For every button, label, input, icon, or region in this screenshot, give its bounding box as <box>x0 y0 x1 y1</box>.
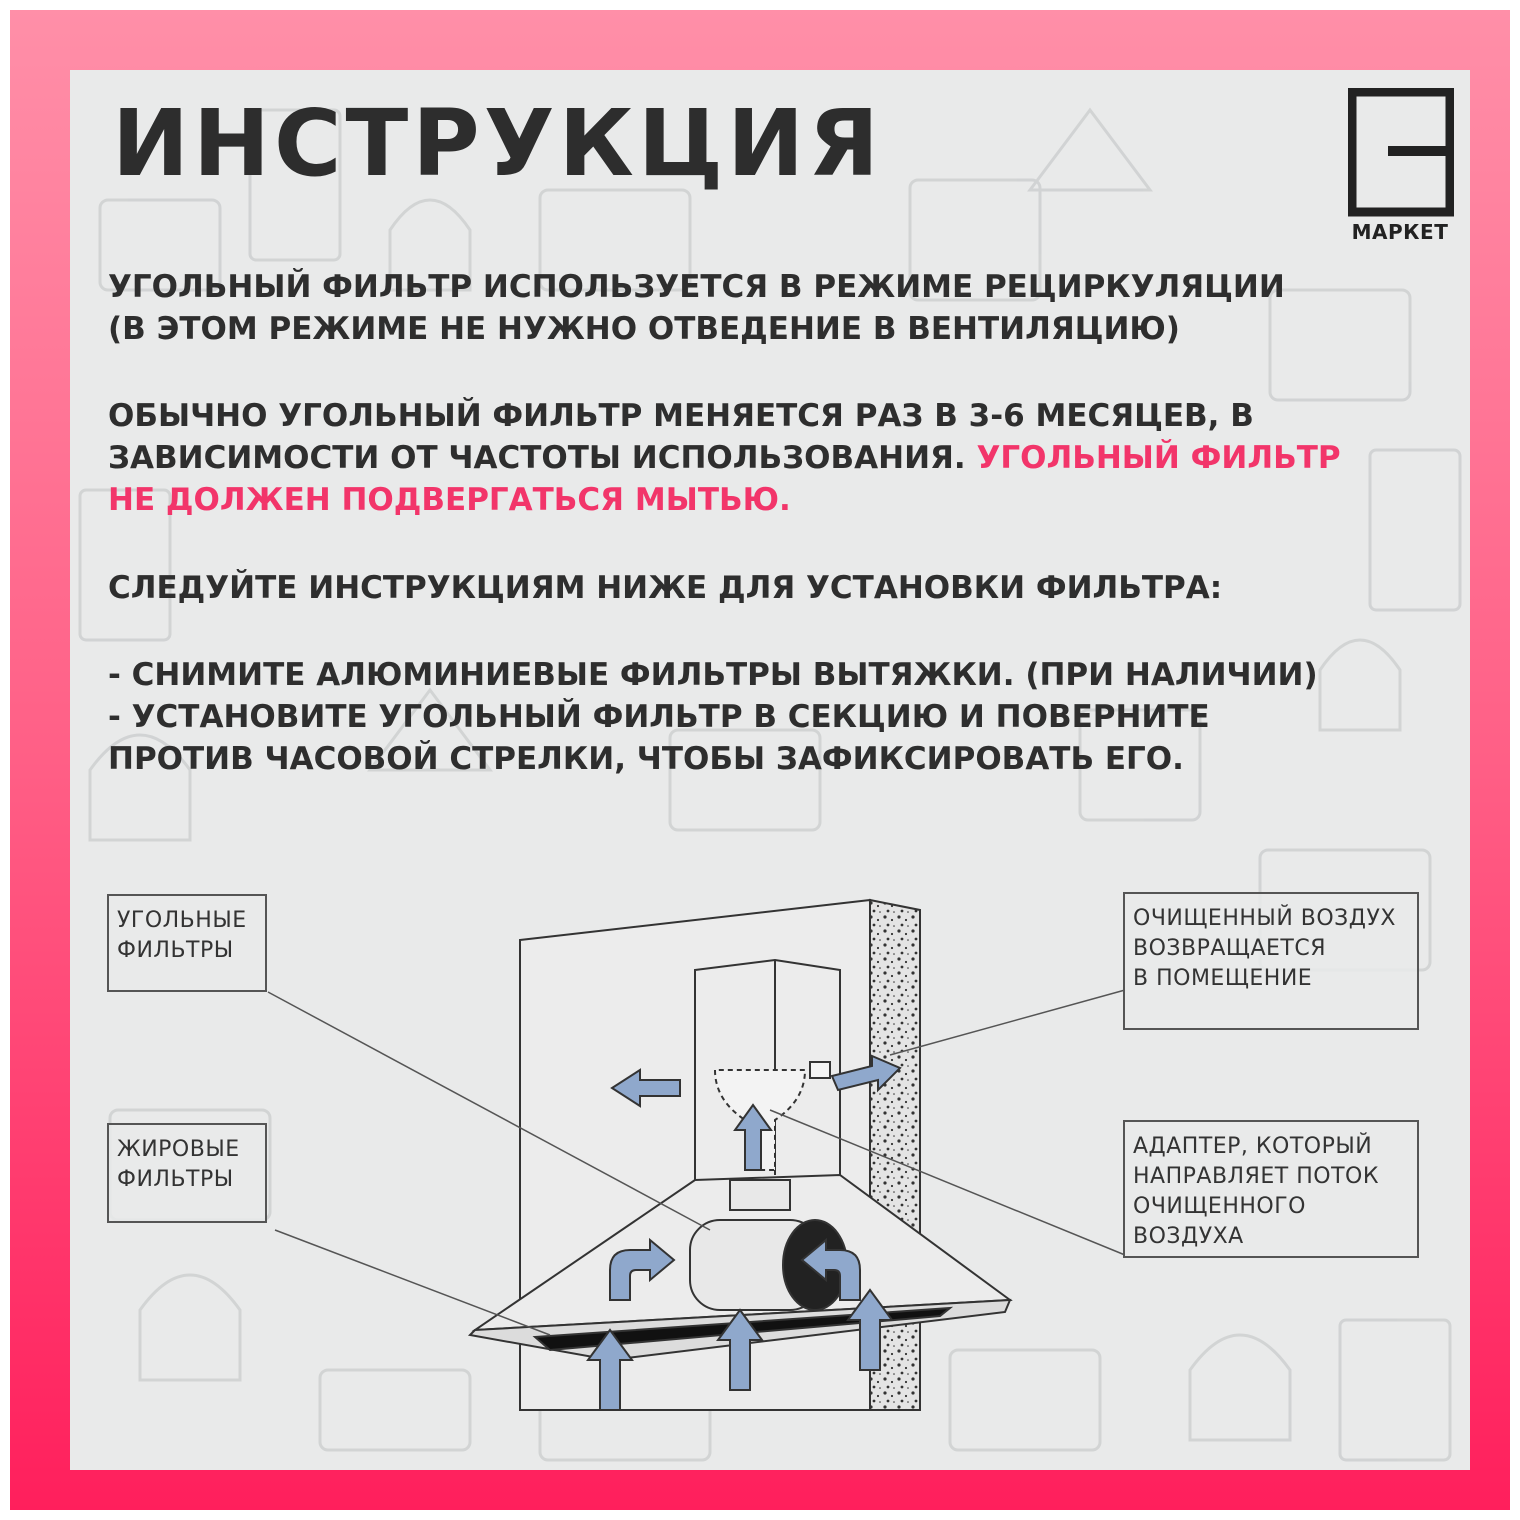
label-adapter-line-4: ВОЗДУХА <box>1133 1224 1244 1249</box>
paragraph-2-line-1: ОБЫЧНО УГОЛЬНЫЙ ФИЛЬТР МЕНЯЕТСЯ РАЗ В 3-6 МЕСЯЦЕВ, В <box>108 398 1254 434</box>
pink-frame <box>10 10 1510 1510</box>
label-clean-air-line-2: ВОЗВРАЩАЕТСЯ <box>1133 936 1327 961</box>
paragraph-1-line-2: (В ЭТОМ РЕЖИМЕ НЕ НУЖНО ОТВЕДЕНИЕ В ВЕНТИЛЯЦИЮ) <box>108 311 1180 347</box>
label-clean-air-line-1: ОЧИЩЕННЫЙ ВОЗДУХ <box>1133 906 1396 931</box>
leader-clean-air <box>890 990 1125 1055</box>
logo-text: МАРКЕТ <box>1351 220 1449 244</box>
step-2-line-1: - УСТАНОВИТЕ УГОЛЬНЫЙ ФИЛЬТР В СЕКЦИЮ И ПОВЕРНИТЕ <box>108 699 1210 735</box>
label-adapter-line-3: ОЧИЩЕННОГО <box>1133 1194 1306 1219</box>
label-grease-filters <box>107 1123 267 1223</box>
step-2-line-2: ПРОТИВ ЧАСОВОЙ СТРЕЛКИ, ЧТОБЫ ЗАФИКСИРОВАТЬ ЕГО. <box>108 741 1184 777</box>
page-title: ИНСТРУКЦИЯ <box>112 90 884 197</box>
label-adapter <box>1123 1120 1419 1258</box>
label-grease-line-2: ФИЛЬТРЫ <box>117 1167 234 1192</box>
paragraph-3-line-1: СЛЕДУЙТЕ ИНСТРУКЦИЯМ НИЖЕ ДЛЯ УСТАНОВКИ ФИЛЬТРА: <box>108 570 1223 606</box>
label-clean-air-line-3: В ПОМЕЩЕНИЕ <box>1133 966 1313 991</box>
label-carbon-filters <box>107 894 267 992</box>
paragraph-2-line-2-text: ЗАВИСИМОСТИ ОТ ЧАСТОТЫ ИСПОЛЬЗОВАНИЯ. <box>108 440 966 476</box>
step-1-line-1: - СНИМИТЕ АЛЮМИНИЕВЫЕ ФИЛЬТРЫ ВЫТЯЖКИ. (ПРИ НАЛИЧИИ) <box>108 657 1318 693</box>
content-panel <box>70 70 1470 1470</box>
label-clean-air <box>1123 892 1419 1030</box>
warning-text-2: НЕ ДОЛЖЕН ПОДВЕРГАТЬСЯ МЫТЬЮ. <box>108 482 791 518</box>
label-carbon-line-2: ФИЛЬТРЫ <box>117 938 234 963</box>
paragraph-2-line-2 <box>108 437 1428 479</box>
label-adapter-line-1: АДАПТЕР, КОТОРЫЙ <box>1133 1134 1373 1159</box>
label-grease-line-1: ЖИРОВЫЕ <box>117 1137 240 1162</box>
label-carbon-line-1: УГОЛЬНЫЕ <box>117 908 247 933</box>
leader-grease <box>275 1230 550 1335</box>
paragraph-1-line-1: УГОЛЬНЫЙ ФИЛЬТР ИСПОЛЬЗУЕТСЯ В РЕЖИМЕ РЕЦИРКУЛЯЦИИ <box>108 269 1285 305</box>
label-adapter-line-2: НАПРАВЛЯЕТ ПОТОК <box>1133 1164 1379 1189</box>
warning-text-1: УГОЛЬНЫЙ ФИЛЬТР <box>976 440 1341 476</box>
